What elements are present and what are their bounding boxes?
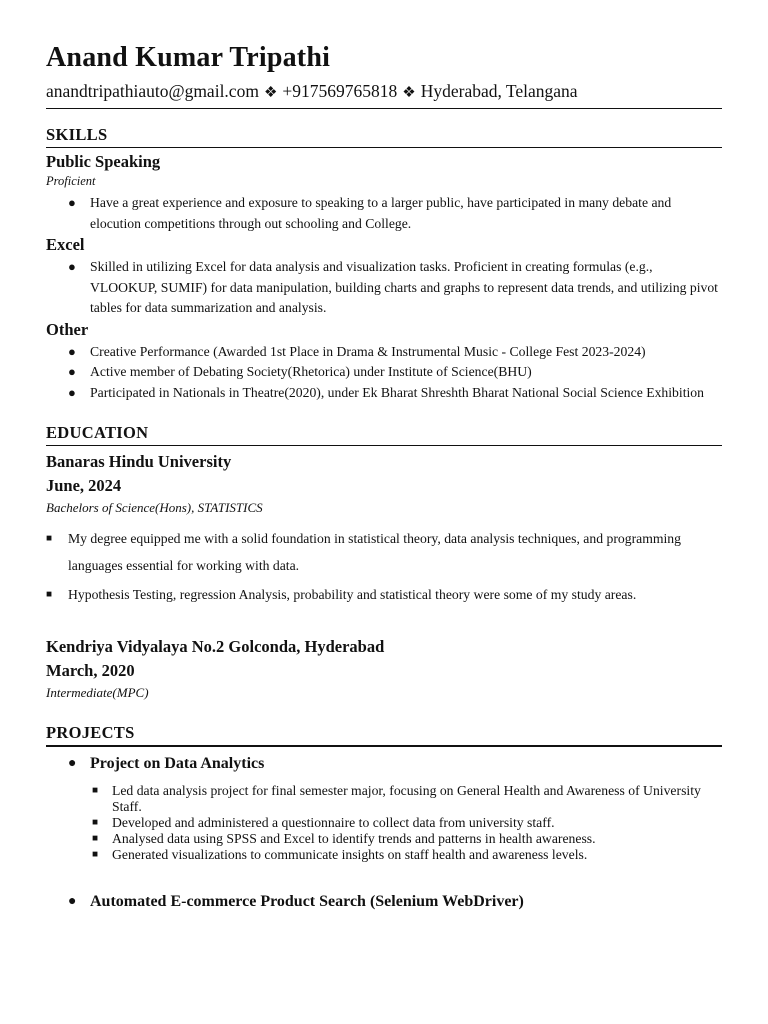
education-date: March, 2020 bbox=[46, 660, 135, 680]
bullet-icon: ● bbox=[68, 893, 77, 909]
education-date: June, 2024 bbox=[46, 476, 122, 495]
project-list bbox=[46, 753, 722, 913]
list-item: ■ Generated visualizations to communicate insights on staff health and awareness levels. bbox=[92, 846, 588, 862]
square-bullet-icon: ■ bbox=[46, 589, 53, 600]
list-item: ● Have a great experience and exposure to speaking to a larger public, have participated in many debate and elocution competitions through out schooling and College. bbox=[68, 195, 672, 231]
education-heading: EDUCATION bbox=[46, 423, 149, 442]
institution-name: Kendriya Vidyalaya No.2 Golconda, Hyderabad bbox=[46, 636, 385, 656]
projects-heading: PROJECTS bbox=[46, 722, 135, 742]
bullet-icon: ● bbox=[68, 384, 76, 400]
square-bullet-icon: ■ bbox=[92, 832, 99, 844]
list-item: ● Active member of Debating Society(Rhetorica) under Institute of Science(BHU) bbox=[46, 362, 722, 383]
list-item: ● Participated in Nationals in Theatre(2020), under Ek Bharat Shreshth Bharat National Social Science Exhibition bbox=[46, 383, 722, 404]
square-bullet-icon: ■ bbox=[92, 848, 99, 860]
education-bullets bbox=[46, 526, 722, 609]
email-link[interactable]: anandtripathiauto@gmail.com bbox=[46, 81, 259, 101]
project-item bbox=[46, 891, 722, 913]
project-title: Project on Data Analytics bbox=[90, 754, 265, 772]
square-bullet-icon: ■ bbox=[92, 816, 99, 828]
bullet-icon: ● bbox=[68, 343, 76, 359]
list-item: ■ Hypothesis Testing, regression Analysis, probability and statistical theory were some of my study areas. bbox=[46, 582, 722, 609]
candidate-name: Anand Kumar Tripathi bbox=[46, 42, 331, 73]
bullet-icon: ● bbox=[68, 364, 76, 379]
list-item: ● Creative Performance (Awarded 1st Place in Drama & Instrumental Music - College Fest 2023-2024) bbox=[46, 342, 722, 363]
bullet-icon: ● bbox=[68, 259, 76, 274]
skill-list bbox=[46, 193, 722, 234]
square-bullet-icon: ■ bbox=[92, 784, 99, 796]
skill-list bbox=[46, 342, 722, 404]
phone-number: +917569765818 bbox=[282, 81, 398, 101]
list-item: ■ Developed and administered a questionnaire to collect data from university staff. bbox=[92, 814, 555, 830]
list-item: ■ My degree equipped me with a solid foundation in statistical theory, data analysis techniques, and programming languages essential for working with data. bbox=[46, 526, 722, 579]
list-item: ■ Analysed data using SPSS and Excel to identify trends and patterns in health awareness. bbox=[92, 830, 596, 846]
projects-divider bbox=[46, 745, 722, 747]
list-item: ■ Led data analysis project for final semester major, focusing on General Health and Awareness of University Staff. bbox=[92, 782, 701, 814]
location: Hyderabad, Telangana bbox=[420, 81, 578, 101]
bullet-icon: ● bbox=[68, 195, 76, 210]
skill-group-name: Other bbox=[46, 319, 89, 339]
skills-heading: SKILLS bbox=[46, 125, 108, 144]
skill-group-name: Excel bbox=[46, 235, 85, 254]
resume-page bbox=[46, 40, 722, 913]
bullet-icon: ● bbox=[68, 755, 77, 771]
project-title: Automated E-commerce Product Search (Selenium WebDriver) bbox=[90, 892, 524, 910]
contact-line bbox=[46, 79, 722, 105]
degree-name: Intermediate(MPC) bbox=[46, 684, 149, 700]
separator-icon: ❖ bbox=[402, 85, 416, 101]
project-item bbox=[46, 753, 722, 863]
institution-name: Banaras Hindu University bbox=[46, 452, 232, 471]
project-bullets bbox=[90, 783, 722, 863]
skill-list bbox=[46, 257, 722, 319]
degree-name: Bachelors of Science(Hons), STATISTICS bbox=[46, 500, 263, 515]
square-bullet-icon: ■ bbox=[46, 533, 53, 544]
list-item: ● Skilled in utilizing Excel for data analysis and visualization tasks. Proficient in creating formulas (e.g., VLOOKUP, SUMIF) for data manipulation, building charts and graphs to represent data trends, and utilizing pivot tables for data summarization and analysis. bbox=[68, 259, 718, 315]
separator-icon: ❖ bbox=[263, 85, 278, 101]
skill-level: Proficient bbox=[46, 174, 96, 188]
skill-group-name: Public Speaking bbox=[46, 152, 161, 171]
